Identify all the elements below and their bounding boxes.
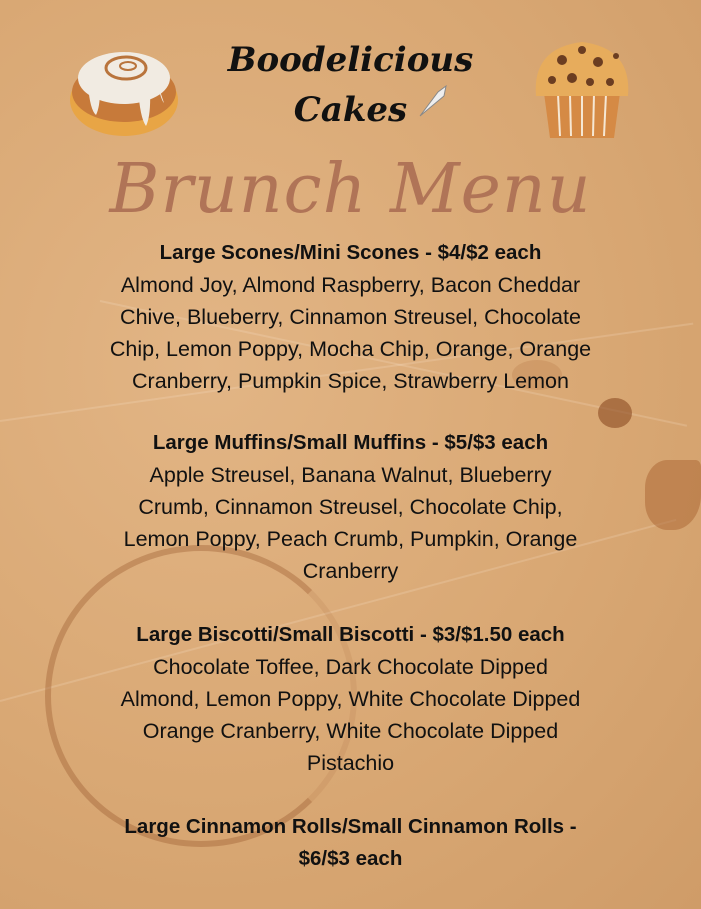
- section-heading: Large Cinnamon Rolls/Small Cinnamon Rolls -: [124, 815, 577, 838]
- section-heading: Large Scones/Mini Scones - $4/$2 each: [159, 241, 542, 264]
- section-item-line: Chive, Blueberry, Cinnamon Streusel, Chocolate: [120, 305, 581, 329]
- section-item-line: Orange Cranberry, White Chocolate Dipped: [142, 719, 559, 743]
- section-heading: $6/$3 each: [298, 847, 403, 870]
- section-heading: Large Biscotti/Small Biscotti - $3/$1.50 each: [136, 623, 565, 646]
- section-item-line: Lemon Poppy, Peach Crumb, Pumpkin, Orange: [123, 527, 578, 551]
- section-item-line: Chip, Lemon Poppy, Mocha Chip, Orange, Orange: [109, 337, 592, 361]
- brand-name-line1: Boodelicious: [227, 40, 474, 80]
- section-item-line: Chocolate Toffee, Dark Chocolate Dipped: [153, 655, 548, 679]
- section-item-line: Apple Streusel, Banana Walnut, Blueberry: [149, 463, 552, 487]
- section-heading: Large Muffins/Small Muffins - $5/$3 each: [152, 431, 549, 454]
- menu-section-cinnamon-rolls: [0, 811, 701, 875]
- brand-name-line2: Cakes: [293, 90, 408, 130]
- section-item-line: Cranberry, Pumpkin Spice, Strawberry Lemon: [132, 369, 569, 393]
- menu-title: Brunch Menu: [109, 150, 592, 229]
- section-item-line: Crumb, Cinnamon Streusel, Chocolate Chip,: [138, 495, 563, 519]
- section-item-line: Almond, Lemon Poppy, White Chocolate Dipped: [120, 687, 581, 711]
- menu-section-scones: [0, 237, 701, 397]
- section-item-line: Cranberry: [302, 559, 399, 583]
- section-item-line: Almond Joy, Almond Raspberry, Bacon Cheddar: [120, 273, 581, 297]
- menu-section-biscotti: [0, 619, 701, 779]
- coffee-drop-stain: [598, 398, 632, 428]
- menu-section-muffins: [0, 427, 701, 587]
- section-item-line: Pistachio: [306, 751, 395, 775]
